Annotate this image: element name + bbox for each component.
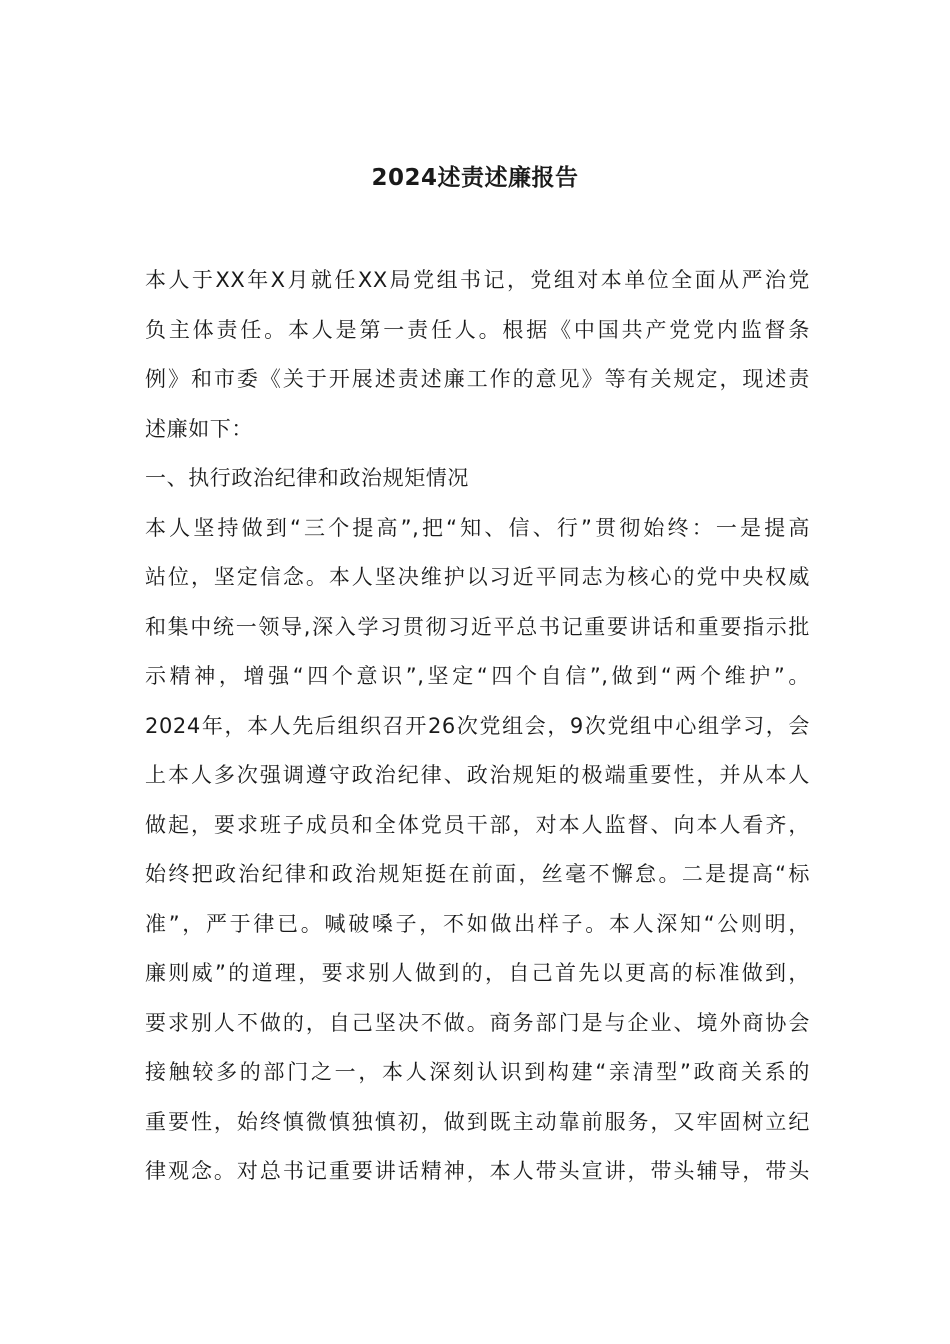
body-line: 做起，要求班子成员和全体党员干部，对本人监督、向本人看齐， [145,812,810,837]
body-line: 和集中统一领导,深入学习贯彻习近平总书记重要讲话和重要指示批 [145,614,810,639]
body-line: 站位，坚定信念。本人坚决维护以习近平同志为核心的党中央权威 [145,565,810,589]
body-line: 上本人多次强调遵守政治纪律、政治规矩的极端重要性，并从本人 [145,763,810,787]
body-line: 例》和市委《关于开展述责述廉工作的意见》等有关规定，现述责 [145,367,810,391]
body-line: 本人坚持做到“三个提高”,把“知、信、行”贯彻始终：一是提高 [145,515,810,540]
body-line: 廉则威”的道理，要求别人做到的，自己首先以更高的标准做到， [145,961,810,985]
body-line: 要求别人不做的，自己坚决不做。商务部门是与企业、境外商协会 [145,1010,810,1035]
body-line: 本人于XX年X月就任XX局党组书记，党组对本单位全面从严治党 [145,268,810,292]
document-body [145,256,810,1197]
body-line: 示精神，增强“四个意识”,坚定“四个自信”,做到“两个维护”。 [145,664,810,688]
document-title: 2024述责述廉报告 [371,165,579,191]
body-line: 始终把政治纪律和政治规矩挺在前面，丝毫不懈怠。二是提高“标 [145,862,810,886]
body-line: 接触较多的部门之一，本人深刻认识到构建“亲清型”政商关系的 [145,1060,810,1084]
body-line: 述廉如下： [145,416,253,441]
body-line: 2024年，本人先后组织召开26次党组会，9次党组中心组学习，会 [145,713,810,738]
body-line: 重要性，始终慎微慎独慎初，做到既主动靠前服务，又牢固树立纪 [145,1109,810,1134]
body-line: 律观念。对总书记重要讲话精神，本人带头宣讲，带头辅导，带头 [145,1159,810,1183]
section-heading: 一、执行政治纪律和政治规矩情况 [145,466,469,490]
body-line: 负主体责任。本人是第一责任人。根据《中国共产党党内监督条 [145,317,810,342]
body-line: 准”，严于律已。喊破嗓子，不如做出样子。本人深知“公则明， [145,911,810,936]
